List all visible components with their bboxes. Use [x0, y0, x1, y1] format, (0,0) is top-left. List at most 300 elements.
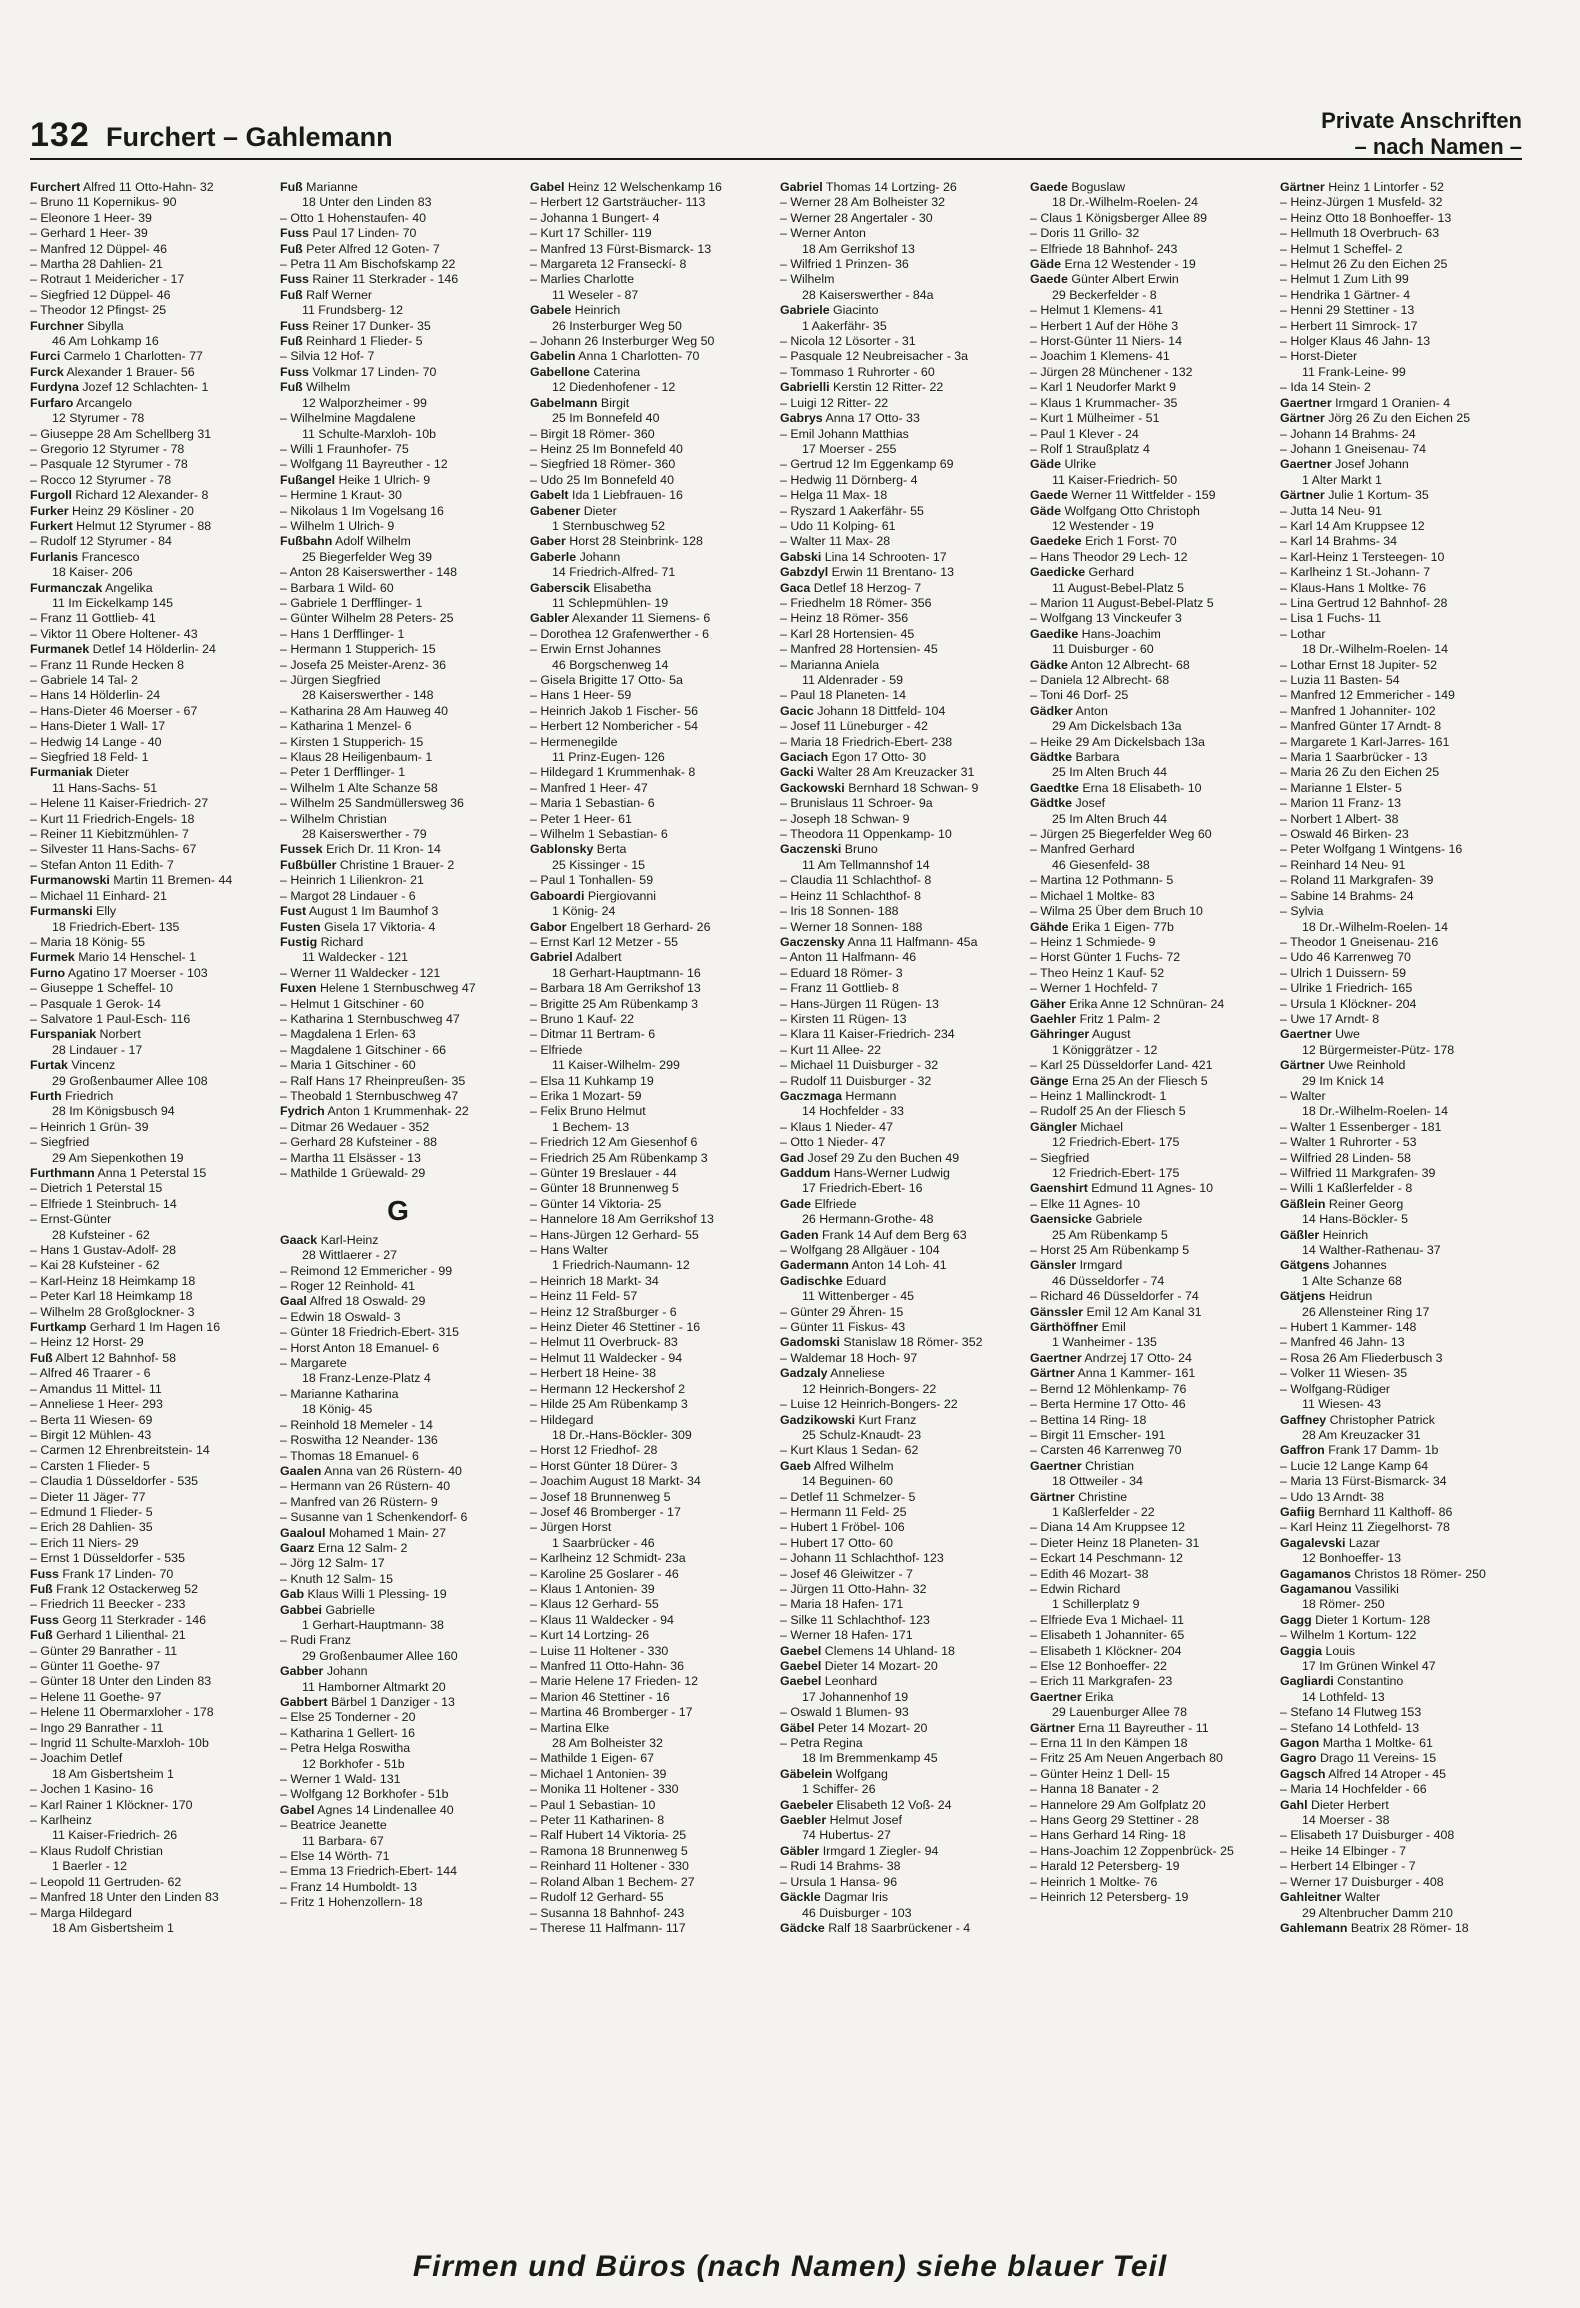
entry-surname: Fuß [280, 380, 303, 395]
directory-entry [780, 1721, 1016, 1736]
directory-subentry: – Dieter Heinz 18 Planeten- 31 [1030, 1535, 1200, 1550]
directory-subentry: – Claus 1 Königsberger Allee 89 [1030, 210, 1208, 225]
directory-subentry: – Joseph 18 Schwan- 9 [780, 811, 910, 826]
directory-subentry: – Karl 14 Am Kruppsee 12 [1280, 518, 1425, 533]
header-rule [30, 158, 1522, 160]
entry-surname: Gadzaly [780, 1366, 828, 1381]
entry-continuation: 25 Im Bonnefeld 40 [552, 411, 660, 426]
entry-details: Hermann [841, 1088, 897, 1103]
entry-surname: Gahl [1280, 1797, 1308, 1812]
directory-entry [30, 873, 266, 888]
entry-surname: Fussek [280, 842, 323, 857]
entry-continuation: 11 Wittenberger - 45 [802, 1289, 915, 1304]
entry-details: Sibylla [83, 318, 124, 333]
section-label-line1: Private Anschriften [1321, 108, 1522, 133]
entry-continuation: 29 Am Dickelsbach 13a [1052, 719, 1182, 734]
directory-subentry: – Rocco 12 Styrumer - 78 [30, 472, 172, 487]
entry-surname: Gaertner [1280, 1027, 1332, 1042]
directory-subentry: – Günter 14 Viktoria- 25 [530, 1196, 662, 1211]
directory-subentry: – Karl-Heinz 18 Heimkamp 18 [30, 1273, 196, 1288]
entry-surname: Gängler [1030, 1119, 1077, 1134]
entry-surname: Gäckle [780, 1890, 821, 1905]
entry-details: Fritz 1 Palm- 2 [1076, 1011, 1161, 1026]
entry-surname: Fuxen [280, 981, 317, 996]
directory-subentry: – Katharina 1 Menzel- 6 [280, 719, 412, 734]
directory-subentry: – Petra Helga Roswitha [280, 1741, 411, 1756]
entry-details: Dieter [92, 765, 130, 780]
directory-subentry: – Sabine 14 Brahms- 24 [1280, 888, 1414, 903]
entry-details: Julie 1 Kortum- 35 [1324, 488, 1429, 503]
directory-subentry: – Hans 1 Heer- 59 [530, 688, 632, 703]
section-letter: G [387, 1195, 409, 1227]
entry-details: Martin 11 Bremen- 44 [109, 873, 233, 888]
directory-subentry: – Michael 11 Duisburger - 32 [780, 1058, 939, 1073]
entry-surname: Gaffney [1280, 1412, 1327, 1427]
directory-subentry: – Heinz 12 Horst- 29 [30, 1335, 144, 1350]
directory-subentry: – Günter 19 Breslauer - 44 [530, 1166, 677, 1180]
directory-subentry: – Michael 1 Antonien- 39 [530, 1766, 667, 1781]
directory-subentry: – Jutta 14 Neu- 91 [1280, 503, 1382, 518]
directory-entry [1280, 1443, 1516, 1458]
entry-continuation: 26 Insterburger Weg 50 [552, 318, 682, 333]
entry-details: Erika Anne 12 Schnüran- 24 [1065, 996, 1225, 1011]
directory-subentry: – Wilhelm 28 Großglockner- 3 [30, 1304, 195, 1319]
directory-subentry: – Erich 28 Dahlien- 35 [30, 1520, 153, 1535]
directory-subentry: – Wilhelm 25 Sandmüllersweg 36 [280, 796, 464, 811]
entry-details: Elisabeth 12 Voß- 24 [833, 1797, 952, 1812]
directory-subentry: – Edwin Richard [1030, 1581, 1121, 1596]
entry-surname: Gärtner [1280, 488, 1325, 503]
directory-subentry: – Silvester 11 Hans-Sachs- 67 [30, 842, 197, 857]
entry-details: Ulrike [1061, 457, 1097, 472]
directory-entry [30, 950, 266, 965]
directory-subentry: – Peter 1 Heer- 61 [530, 811, 632, 826]
entry-details: Anneliese [827, 1366, 885, 1381]
entry-continuation: 18 Franz-Lenze-Platz 4 [302, 1371, 431, 1386]
directory-entry [1280, 1413, 1516, 1428]
directory-subentry: – Wolfgang 11 Bayreuther - 12 [280, 457, 448, 472]
entry-surname: Fuß [280, 180, 303, 194]
directory-entry [280, 272, 516, 287]
entry-surname: Gaciach [780, 750, 829, 765]
directory-subentry: – Hermann 12 Heckershof 2 [530, 1381, 685, 1396]
directory-subentry: – Marie Helene 17 Frieden- 12 [530, 1674, 699, 1689]
entry-continuation: 11 Duisburger - 60 [1052, 642, 1154, 657]
directory-subentry: – Günter 18 Brunnenweg 5 [530, 1181, 679, 1196]
directory-entry [1280, 1890, 1516, 1905]
directory-subentry: – Herbert 18 Heine- 38 [530, 1366, 657, 1381]
directory-subentry: – Erich 11 Markgrafen- 23 [1030, 1674, 1173, 1689]
directory-entry [1030, 796, 1266, 811]
directory-subentry: – Petra 11 Am Bischofskamp 22 [280, 257, 456, 272]
directory-subentry: – Marianne 1 Elster- 5 [1280, 780, 1402, 795]
directory-subentry: – Karoline 25 Goslarer - 46 [530, 1566, 679, 1581]
directory-entry [280, 904, 516, 919]
directory-entry [30, 396, 266, 411]
entry-surname: Gagamanou [1280, 1581, 1352, 1596]
entry-continuation: 11 Barbara- 67 [302, 1833, 384, 1848]
entry-details: Christine [1074, 1489, 1128, 1504]
entry-surname: Furmanowski [30, 873, 110, 888]
directory-subentry: – Leopold 11 Gertruden- 62 [30, 1874, 182, 1889]
directory-entry [30, 1320, 266, 1335]
entry-surname: Gaca [780, 580, 811, 595]
entry-surname: Gaedeke [1030, 534, 1082, 549]
directory-subentry: – Karl 25 Düsseldorfer Land- 421 [1030, 1058, 1213, 1073]
entry-details: Uwe Reinhold [1324, 1058, 1406, 1073]
directory-entry [780, 781, 1016, 796]
directory-entry [530, 365, 766, 380]
directory-subentry: – Nicola 12 Lösorter - 31 [780, 334, 916, 349]
directory-entry [1280, 1505, 1516, 1520]
directory-entry [780, 935, 1016, 950]
directory-entry [1030, 1459, 1266, 1474]
entry-continuation: 17 Im Grünen Winkel 47 [1302, 1659, 1436, 1673]
directory-entry [1030, 750, 1266, 765]
directory-subentry: – Berta 11 Wiesen- 69 [30, 1412, 153, 1427]
entry-details: Heinz 12 Welschenkamp 16 [564, 180, 722, 194]
entry-surname: Gadischke [780, 1273, 843, 1288]
directory-subentry: – Richard 46 Düsseldorfer - 74 [1030, 1289, 1199, 1304]
directory-subentry: – Marga Hildegard [30, 1905, 132, 1920]
entry-details: Richard [317, 934, 364, 949]
entry-continuation: 18 Kaiser- 206 [52, 565, 133, 580]
entry-surname: Furspaniak [30, 1027, 97, 1042]
directory-subentry: – Uwe 17 Arndt- 8 [1280, 1011, 1380, 1026]
entry-surname: Gagro [1280, 1751, 1317, 1766]
entry-details: Johannes [1329, 1258, 1387, 1273]
entry-details: Gabriele [1092, 1212, 1143, 1227]
directory-subentry: – Anton 28 Kaiserswerther - 148 [280, 565, 458, 580]
directory-subentry: – Werner Anton [780, 226, 866, 241]
directory-subentry: – Rosa 26 Am Fliederbusch 3 [1280, 1350, 1443, 1365]
entry-details: Volkmar 17 Linden- 70 [308, 364, 437, 379]
directory-subentry: – Else 25 Tonderner - 20 [280, 1710, 416, 1725]
directory-subentry: – Heinz-Jürgen 1 Musfeld- 32 [1280, 195, 1443, 210]
directory-subentry: – Horst-Günter 11 Niers- 14 [1030, 334, 1182, 349]
entry-surname: Gätgens [1280, 1258, 1330, 1273]
entry-details: Hans-Joachim [1078, 626, 1161, 641]
entry-surname: Gaertner [1280, 457, 1332, 472]
directory-subentry: – Bruno 1 Kauf- 22 [530, 1011, 635, 1026]
directory-subentry: – Manfred 1 Johanniter- 102 [1280, 703, 1436, 718]
entry-details: Andrzej 17 Otto- 24 [1081, 1350, 1192, 1365]
entry-details: Detlef 14 Hölderlin- 24 [89, 642, 216, 657]
directory-subentry: – Martina 12 Pothmann- 5 [1030, 873, 1174, 888]
directory-entry [30, 488, 266, 503]
directory-subentry: – Werner 17 Duisburger - 408 [1280, 1874, 1444, 1889]
directory-entry [780, 1089, 1016, 1104]
entry-continuation: 18 Friedrich-Ebert- 135 [52, 919, 180, 934]
entry-continuation: 28 Kaiserswerther - 84a [802, 287, 934, 302]
entry-details: Albert 12 Bahnhof- 58 [52, 1350, 177, 1365]
entry-details: Peter Alfred 12 Goten- 7 [302, 241, 440, 256]
entry-surname: Gaeb [780, 1458, 811, 1473]
entry-surname: Gacki [780, 765, 814, 780]
directory-entry [280, 1695, 516, 1710]
directory-entry [30, 550, 266, 565]
directory-subentry: – Bruno 11 Kopernikus- 90 [30, 195, 177, 210]
directory-entry [530, 534, 766, 549]
directory-subentry: – Rotraut 1 Meidericher - 17 [30, 272, 185, 287]
directory-subentry: – Jürgen 25 Biegerfelder Weg 60 [1030, 827, 1212, 842]
directory-subentry: – Maria 1 Sebastian- 6 [530, 796, 655, 811]
entry-continuation: 1 Aakerfähr- 35 [802, 318, 887, 333]
directory-subentry: – Heinz 1 Mallinckrodt- 1 [1030, 1088, 1167, 1103]
entry-continuation: 29 Lauenburger Allee 78 [1052, 1705, 1188, 1720]
entry-surname: Fuss [30, 1566, 59, 1581]
entry-continuation: 11 August-Bebel-Platz 5 [1052, 580, 1185, 595]
directory-subentry: – Silke 11 Schlachthof- 123 [780, 1612, 930, 1627]
entry-continuation: 18 Dr.-Wilhelm-Roelen- 14 [1302, 1104, 1448, 1119]
directory-subentry: – Günter 29 Banrather - 11 [30, 1643, 178, 1658]
directory-entry [1280, 1674, 1516, 1689]
entry-details: Dagmar Iris [820, 1890, 889, 1905]
entry-surname: Gad [780, 1150, 805, 1165]
entry-details: Elfriede [811, 1196, 857, 1211]
directory-entry [1030, 920, 1266, 935]
entry-continuation: 1 König- 24 [552, 904, 616, 919]
entry-surname: Gädtke [1030, 796, 1073, 811]
directory-subentry: – Heinz 1 Schmiede- 9 [1030, 934, 1156, 949]
directory-subentry: – Herbert 12 Gartsträucher- 113 [530, 195, 706, 210]
directory-subentry: – Reinhard 14 Neu- 91 [1280, 857, 1406, 872]
entry-details: Angelika [102, 580, 153, 595]
directory-subentry: – Klaus 1 Nieder- 47 [780, 1119, 893, 1134]
entry-details: August 1 Im Baumhof 3 [306, 904, 439, 919]
directory-entry [30, 365, 266, 380]
directory-entry [1030, 1181, 1266, 1196]
directory-subentry: – Barbara 1 Wild- 60 [280, 580, 394, 595]
directory-subentry: – Heinz 11 Schlachthof- 8 [780, 888, 921, 903]
directory-entry [780, 1258, 1016, 1273]
directory-entry [1280, 488, 1516, 503]
directory-subentry: – Martina Elke [530, 1720, 610, 1735]
entry-continuation: 12 Friedrich-Ebert- 175 [1052, 1166, 1180, 1180]
entry-surname: Gärtner [1030, 1489, 1075, 1504]
entry-surname: Fuß [30, 1628, 53, 1643]
directory-subentry: – Kirsten 11 Rügen- 13 [780, 1011, 907, 1026]
entry-continuation: 11 Hamborner Altmarkt 20 [302, 1679, 446, 1694]
entry-continuation: 18 Dr.-Wilhelm-Roelen- 14 [1302, 919, 1448, 934]
entry-continuation: 18 Ottweiler - 34 [1052, 1474, 1143, 1489]
entry-surname: Gagsch [1280, 1766, 1326, 1781]
directory-subentry: – Friedrich 12 Am Giesenhof 6 [530, 1135, 698, 1150]
directory-entry [1280, 1258, 1516, 1273]
directory-entry [1280, 1921, 1516, 1936]
entry-surname: Gabel [280, 1802, 315, 1817]
entry-details: Vassiliki [1351, 1581, 1399, 1596]
directory-subentry: – Susanne van 1 Schenkendorf- 6 [280, 1510, 468, 1525]
directory-subentry: – Giuseppe 1 Scheffel- 10 [30, 981, 174, 996]
directory-entry [280, 319, 516, 334]
directory-entry [780, 1644, 1016, 1659]
entry-surname: Fuss [280, 364, 309, 379]
directory-subentry: – Peter 11 Katharinen- 8 [530, 1813, 665, 1828]
directory-subentry: – Michael 11 Einhard- 21 [30, 888, 167, 903]
directory-subentry: – Werner 18 Hafen- 171 [780, 1628, 913, 1643]
directory-entry [1280, 1767, 1516, 1782]
directory-subentry: – Volker 11 Wiesen- 35 [1280, 1366, 1408, 1381]
entry-details: Erika 1 Eigen- 77b [1068, 919, 1174, 934]
directory-subentry: – Maria 13 Fürst-Bismarck- 34 [1280, 1474, 1447, 1489]
directory-entry [1030, 1721, 1266, 1736]
entry-details: Erich 1 Forst- 70 [1081, 534, 1177, 549]
entry-surname: Furmek [30, 950, 75, 965]
entry-details: Christopher Patrick [1326, 1412, 1435, 1427]
directory-subentry: – Paul 1 Klever - 24 [1030, 426, 1139, 441]
directory-subentry: – Dorothea 12 Grafenwerther - 6 [530, 626, 710, 641]
directory-subentry: – Maria 1 Gitschiner - 60 [280, 1058, 416, 1073]
entry-surname: Fuss [280, 318, 309, 333]
directory-subentry: – Lisa 1 Fuchs- 11 [1280, 611, 1382, 626]
directory-subentry: – Klaus 11 Waldecker - 94 [530, 1612, 674, 1627]
entry-continuation: 18 Am Gerrikshof 13 [802, 241, 915, 256]
entry-surname: Fuss [280, 226, 309, 241]
entry-details: Walter [1341, 1890, 1381, 1905]
entry-continuation: 46 Giesenfeld- 38 [1052, 857, 1150, 872]
entry-surname: Gaczenski [780, 842, 842, 857]
entry-surname: Gabel [530, 180, 565, 194]
entry-details: Caterina [589, 364, 641, 379]
directory-subentry: – Rudolf 12 Gerhard- 55 [530, 1890, 664, 1905]
directory-entry [530, 504, 766, 519]
directory-subentry: – Margot 28 Lindauer - 6 [280, 888, 416, 903]
entry-details: Bernhard 18 Schwan- 9 [844, 780, 979, 795]
entry-continuation: 26 Hermann-Grothe- 48 [802, 1212, 934, 1227]
directory-subentry: – Kurt 17 Schiller- 119 [530, 226, 652, 241]
directory-subentry: – Hans Georg 29 Stettiner - 28 [1030, 1813, 1199, 1828]
entry-surname: Gabbert [280, 1695, 328, 1709]
entry-surname: Gabrys [780, 411, 823, 426]
directory-entry [30, 581, 266, 596]
entry-details: Dieter [580, 503, 617, 518]
entry-surname: Gagg [1280, 1612, 1312, 1627]
entry-details: Reiner Georg [1325, 1196, 1404, 1211]
directory-subentry: – Bettina 14 Ring- 18 [1030, 1412, 1147, 1427]
directory-entry [1030, 1320, 1266, 1335]
directory-subentry: – Hubert 17 Otto- 60 [780, 1535, 893, 1550]
directory-subentry: – Horst 25 Am Rübenkamp 5 [1030, 1243, 1190, 1258]
directory-subentry: – Kai 28 Kufsteiner - 62 [30, 1258, 160, 1273]
directory-subentry: – Josef 46 Gleiwitzer - 7 [780, 1566, 913, 1581]
entry-details: Erika [1081, 1689, 1114, 1704]
directory-entry [1280, 1027, 1516, 1042]
entry-details: Stanislaw 18 Römer- 352 [839, 1335, 983, 1350]
directory-subentry: – Ingrid 11 Schulte-Marxloh- 10b [30, 1736, 209, 1751]
directory-subentry: – Elisabeth 1 Klöckner- 204 [1030, 1643, 1182, 1658]
directory-entry [780, 1274, 1016, 1289]
entry-surname: Fusten [280, 919, 321, 934]
directory-subentry: – Karl 28 Hortensien- 45 [780, 626, 915, 641]
entry-details: Emil 12 Am Kanal 31 [1083, 1304, 1202, 1319]
directory-entry [530, 611, 766, 626]
directory-subentry: – Josef 46 Bromberger - 17 [530, 1504, 681, 1519]
directory-subentry: – Diana 14 Am Kruppsee 12 [1030, 1520, 1185, 1535]
directory-subentry: – Herbert 14 Elbinger - 7 [1280, 1859, 1416, 1874]
entry-surname: Gaboardi [530, 888, 585, 903]
directory-column-1 [30, 180, 266, 2230]
entry-surname: Gärtner [1280, 1058, 1325, 1073]
entry-continuation: 11 Kaiser-Friedrich- 50 [1052, 472, 1178, 487]
directory-entry [1030, 1690, 1266, 1705]
directory-subentry: – Josef 11 Lüneburger - 42 [780, 719, 928, 734]
directory-subentry: – Theodor 12 Pfingst- 25 [30, 303, 167, 318]
entry-surname: Furmanczak [30, 580, 103, 595]
directory-entry [1030, 534, 1266, 549]
directory-subentry: – Wolfgang 12 Borkhofer - 51b [280, 1787, 449, 1802]
entry-surname: Gaffron [1280, 1443, 1325, 1458]
directory-subentry: – Ditmar 11 Bertram- 6 [530, 1027, 656, 1042]
directory-subentry: – Wilfried 11 Markgrafen- 39 [1280, 1166, 1436, 1180]
directory-subentry: – Walter [1280, 1088, 1326, 1103]
entry-surname: Gagon [1280, 1736, 1320, 1751]
directory-subentry: – Elfriede 18 Bahnhof- 243 [1030, 241, 1178, 256]
directory-entry [780, 1767, 1016, 1782]
directory-subentry: – Franz 11 Gottlieb- 8 [780, 981, 899, 996]
entry-details: Birgit [597, 395, 630, 410]
directory-subentry: – Ernst-Günter [30, 1212, 112, 1227]
directory-entry [1030, 1212, 1266, 1227]
entry-continuation: 28 Lindauer - 17 [52, 1042, 143, 1057]
entry-surname: Gabener [530, 503, 581, 518]
entry-surname: Gacic [780, 703, 814, 718]
directory-subentry: – Marianna Aniela [780, 657, 880, 672]
directory-subentry: – Manfred 28 Hortensien- 45 [780, 642, 938, 657]
directory-subentry: – Lothar [1280, 626, 1326, 641]
entry-surname: Gabriel [780, 180, 823, 194]
entry-continuation: 1 Schiffer- 26 [802, 1782, 876, 1797]
directory-subentry: – Johann 1 Gneisenau- 74 [1280, 441, 1427, 456]
entry-surname: Gänssler [1030, 1304, 1084, 1319]
entry-surname: Gähde [1030, 919, 1069, 934]
directory-subentry: – Wolfgang 28 Allgäuer - 104 [780, 1243, 940, 1258]
directory-subentry: – Wolfgang-Rüdiger [1280, 1381, 1390, 1396]
entry-details: Edmund 11 Agnes- 10 [1087, 1181, 1213, 1196]
directory-subentry: – Gabriele 1 Derfflinger- 1 [280, 595, 423, 610]
directory-subentry: – Reimond 12 Emmericher - 99 [280, 1263, 453, 1278]
directory-subentry: – Wilfried 1 Prinzen- 36 [780, 257, 909, 272]
entry-surname: Gaber [530, 534, 566, 549]
directory-subentry: – Eleonore 1 Heer- 39 [30, 210, 152, 225]
directory-subentry: – Horst 12 Friedhof- 28 [530, 1443, 658, 1458]
directory-subentry: – Günter 29 Ähren- 15 [780, 1304, 904, 1319]
directory-subentry: – Maria 18 Friedrich-Ebert- 238 [780, 734, 953, 749]
directory-subentry: – Dieter 11 Jäger- 77 [30, 1489, 146, 1504]
directory-subentry: – Kurt 11 Friedrich-Engels- 18 [30, 811, 195, 826]
directory-entry [1280, 1613, 1516, 1628]
entry-details: Josef [1072, 796, 1106, 811]
entry-surname: Gädtke [1030, 750, 1073, 765]
entry-details: Leonhard [821, 1674, 878, 1689]
entry-continuation: 18 Im Bremmenkamp 45 [802, 1751, 938, 1766]
entry-details: Alexander 1 Brauer- 56 [63, 364, 195, 379]
entry-details: Dieter 14 Mozart- 20 [821, 1659, 938, 1673]
entry-surname: Fuß [30, 1581, 53, 1596]
directory-entry [780, 1366, 1016, 1381]
entry-surname: Furlanis [30, 549, 79, 564]
directory-subentry: – Ernst Karl 12 Metzer - 55 [530, 934, 679, 949]
directory-subentry: – Helene 11 Obermarxloher - 178 [30, 1705, 214, 1720]
entry-details: Erna 11 Bayreuther - 11 [1074, 1720, 1209, 1735]
directory-subentry: – Rudolf 11 Duisburger - 32 [780, 1073, 932, 1088]
directory-subentry: – Susanna 18 Bahnhof- 243 [530, 1905, 685, 1920]
entry-surname: Gädcke [780, 1920, 825, 1935]
entry-surname: Fuß [280, 287, 303, 302]
page-number: 132 [30, 116, 90, 154]
entry-details: Erna 12 Westender - 19 [1061, 257, 1196, 272]
directory-subentry: – Felix Bruno Helmut [530, 1104, 646, 1119]
